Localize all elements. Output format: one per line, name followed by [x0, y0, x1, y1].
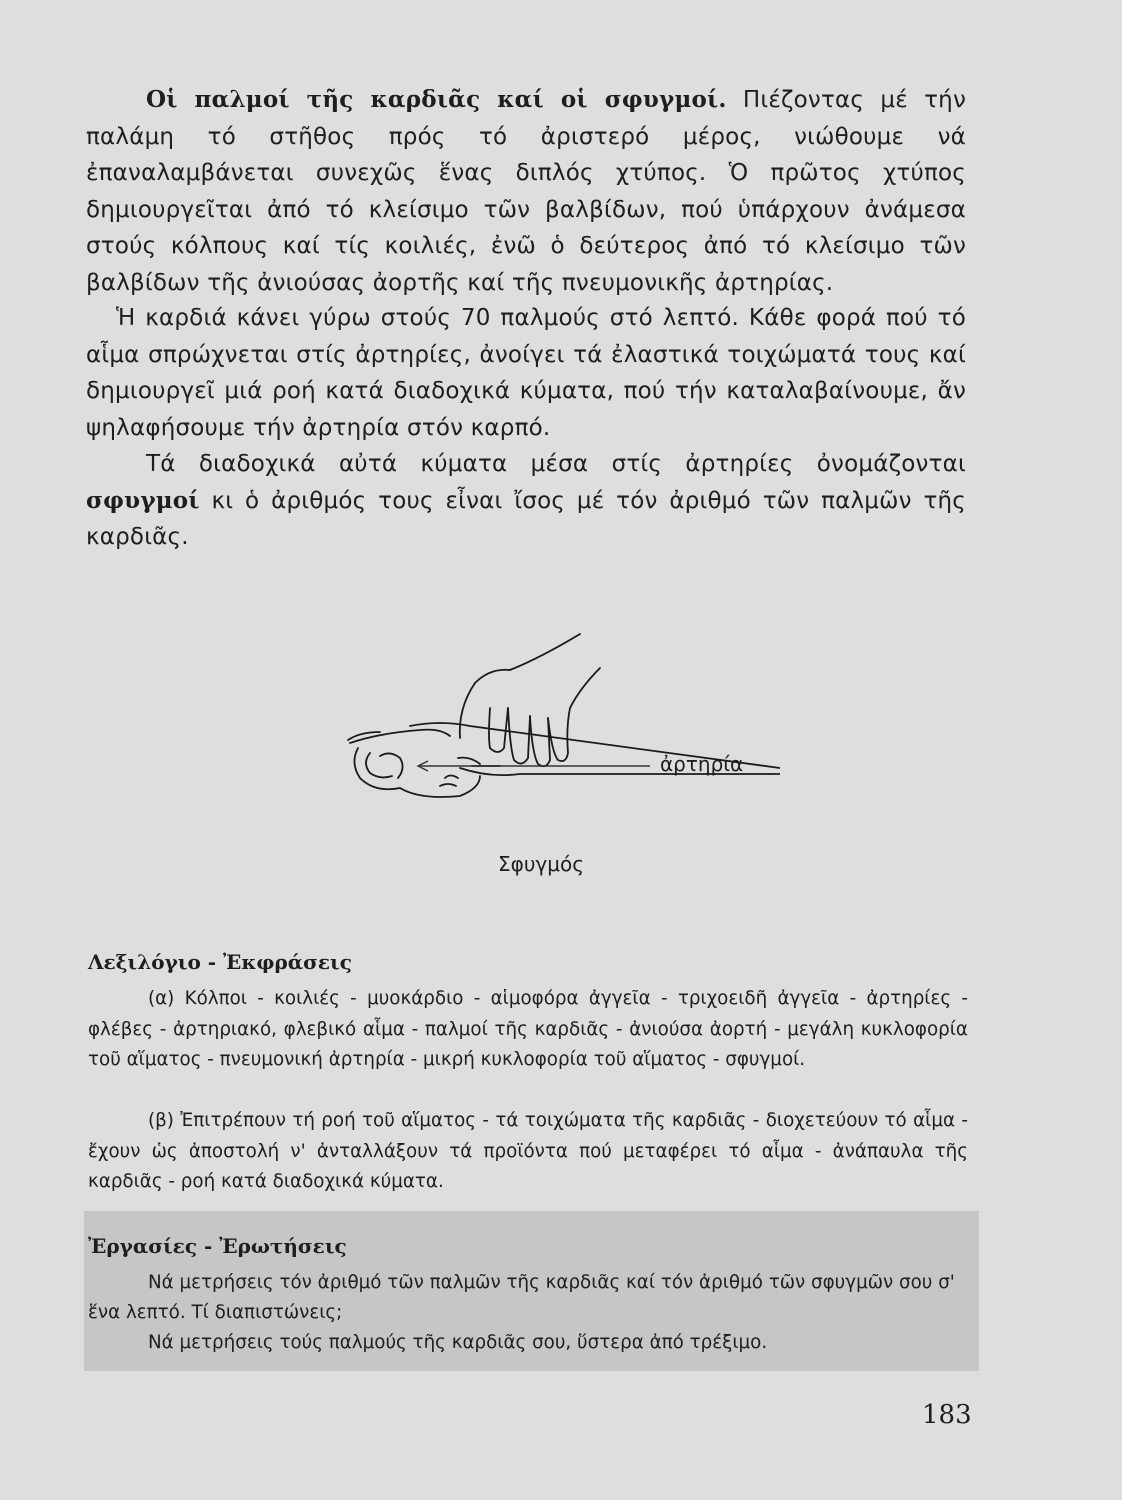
- vocabulary-list-b: (β) Ἐπιτρέπουν τή ροή τοῦ αἵματος - τά τοιχώματα τῆς καρδιᾶς - διοχετεύουν τό αἷμα - ἔχουν ὡς ἀποστολή ν' ἀνταλλάξουν τά προϊόντα πού μεταφέρει τό αἷμα - ἀνάπαυλα τῆς καρδιᾶς - ροή κατά διαδοχικά κύματα.: [88, 1110, 968, 1192]
- paragraph-heart-rate: [86, 300, 966, 446]
- artery-label: ἀρτηρία: [660, 752, 744, 776]
- vocabulary-heading: Λεξιλόγιο - Ἐκφράσεις: [88, 950, 352, 974]
- paragraph-text: Πιέζοντας μέ τήν παλάμη τό στῆθος πρός τό ἀριστερό μέρος, νιώθουμε νά ἐπαναλαμβάνεται συνεχῶς ἕνας διπλός χτύπος. Ὁ πρῶτος χτύπος δημιουργεῖται ἀπό τό κλείσιμο τῶν βαλβίδων, πού ὑπάρχουν ἀνάμεσα στούς κόλπους καί τίς κοιλιές, ἐνῶ ὁ δεύτερος ἀπό τό κλείσιμο τῶν βαλβίδων τῆς ἀνιούσας ἀορτῆς καί τῆς πνευμονικῆς ἀρτηρίας.: [86, 87, 966, 296]
- vocabulary-list-a: (α) Κόλποι - κοιλιές - μυοκάρδιο - αἱμοφόρα ἀγγεῖα - τριχοειδῆ ἀγγεῖα - ἀρτηρίες - φλέβες - ἀρτηριακό, φλεβικό αἷμα - παλμοί τῆς καρδιᾶς - ἀνιούσα ἀορτή - μεγάλη κυκλοφορία τοῦ αἵματος - πνευμονική ἀρτηρία - μικρή κυκλοφορία τοῦ αἵματος - σφυγμοί.: [88, 988, 968, 1070]
- page-number: 183: [922, 1400, 972, 1430]
- paragraph-text: Ἡ καρδιά κάνει γύρω στούς 70 παλμούς στό λεπτό. Κάθε φορά πού τό αἷμα σπρώχνεται στίς ἀρτηρίες, ἀνοίγει τά ἐλαστικά τοιχώματά τους καί δημιουργεῖ μιά ροή κατά διαδοχικά κύματα, πού τήν καταλαβαίνουμε, ἄν ψηλαφήσουμε τήν ἀρτηρία στόν καρπό.: [86, 305, 966, 441]
- exercise-question: Νά μετρήσεις τούς παλμούς τῆς καρδιᾶς σου, ὕστερα ἀπό τρέξιμο.: [148, 1332, 768, 1353]
- paragraph-pulse-definition: [86, 446, 966, 556]
- paragraph-text: κι ὁ ἀριθμός τους εἶναι ἴσος μέ τόν ἀριθμό τῶν παλμῶν τῆς καρδιᾶς.: [86, 487, 966, 550]
- paragraph-heading: Οἱ παλμοί τῆς καρδιᾶς καί οἱ σφυγμοί.: [146, 86, 727, 113]
- paragraph-text: Τά διαδοχικά αὐτά κύματα μέσα στίς ἀρτηρίες ὀνομάζονται: [146, 451, 966, 477]
- term-pulse: σφυγμοί: [86, 486, 200, 514]
- exercises-heading: Ἐργασίες - Ἐρωτήσεις: [88, 1234, 347, 1258]
- hand-taking-pulse-illustration: [340, 628, 780, 828]
- paragraph-heart-beats: [86, 82, 966, 301]
- exercise-question: Νά μετρήσεις τόν ἀριθμό τῶν παλμῶν τῆς καρδιᾶς καί τόν ἀριθμό τῶν σφυγμῶν σου σ' ἕνα λεπτό. Τί διαπιστώνεις;: [88, 1272, 955, 1323]
- figure-caption: Σφυγμός: [498, 852, 584, 876]
